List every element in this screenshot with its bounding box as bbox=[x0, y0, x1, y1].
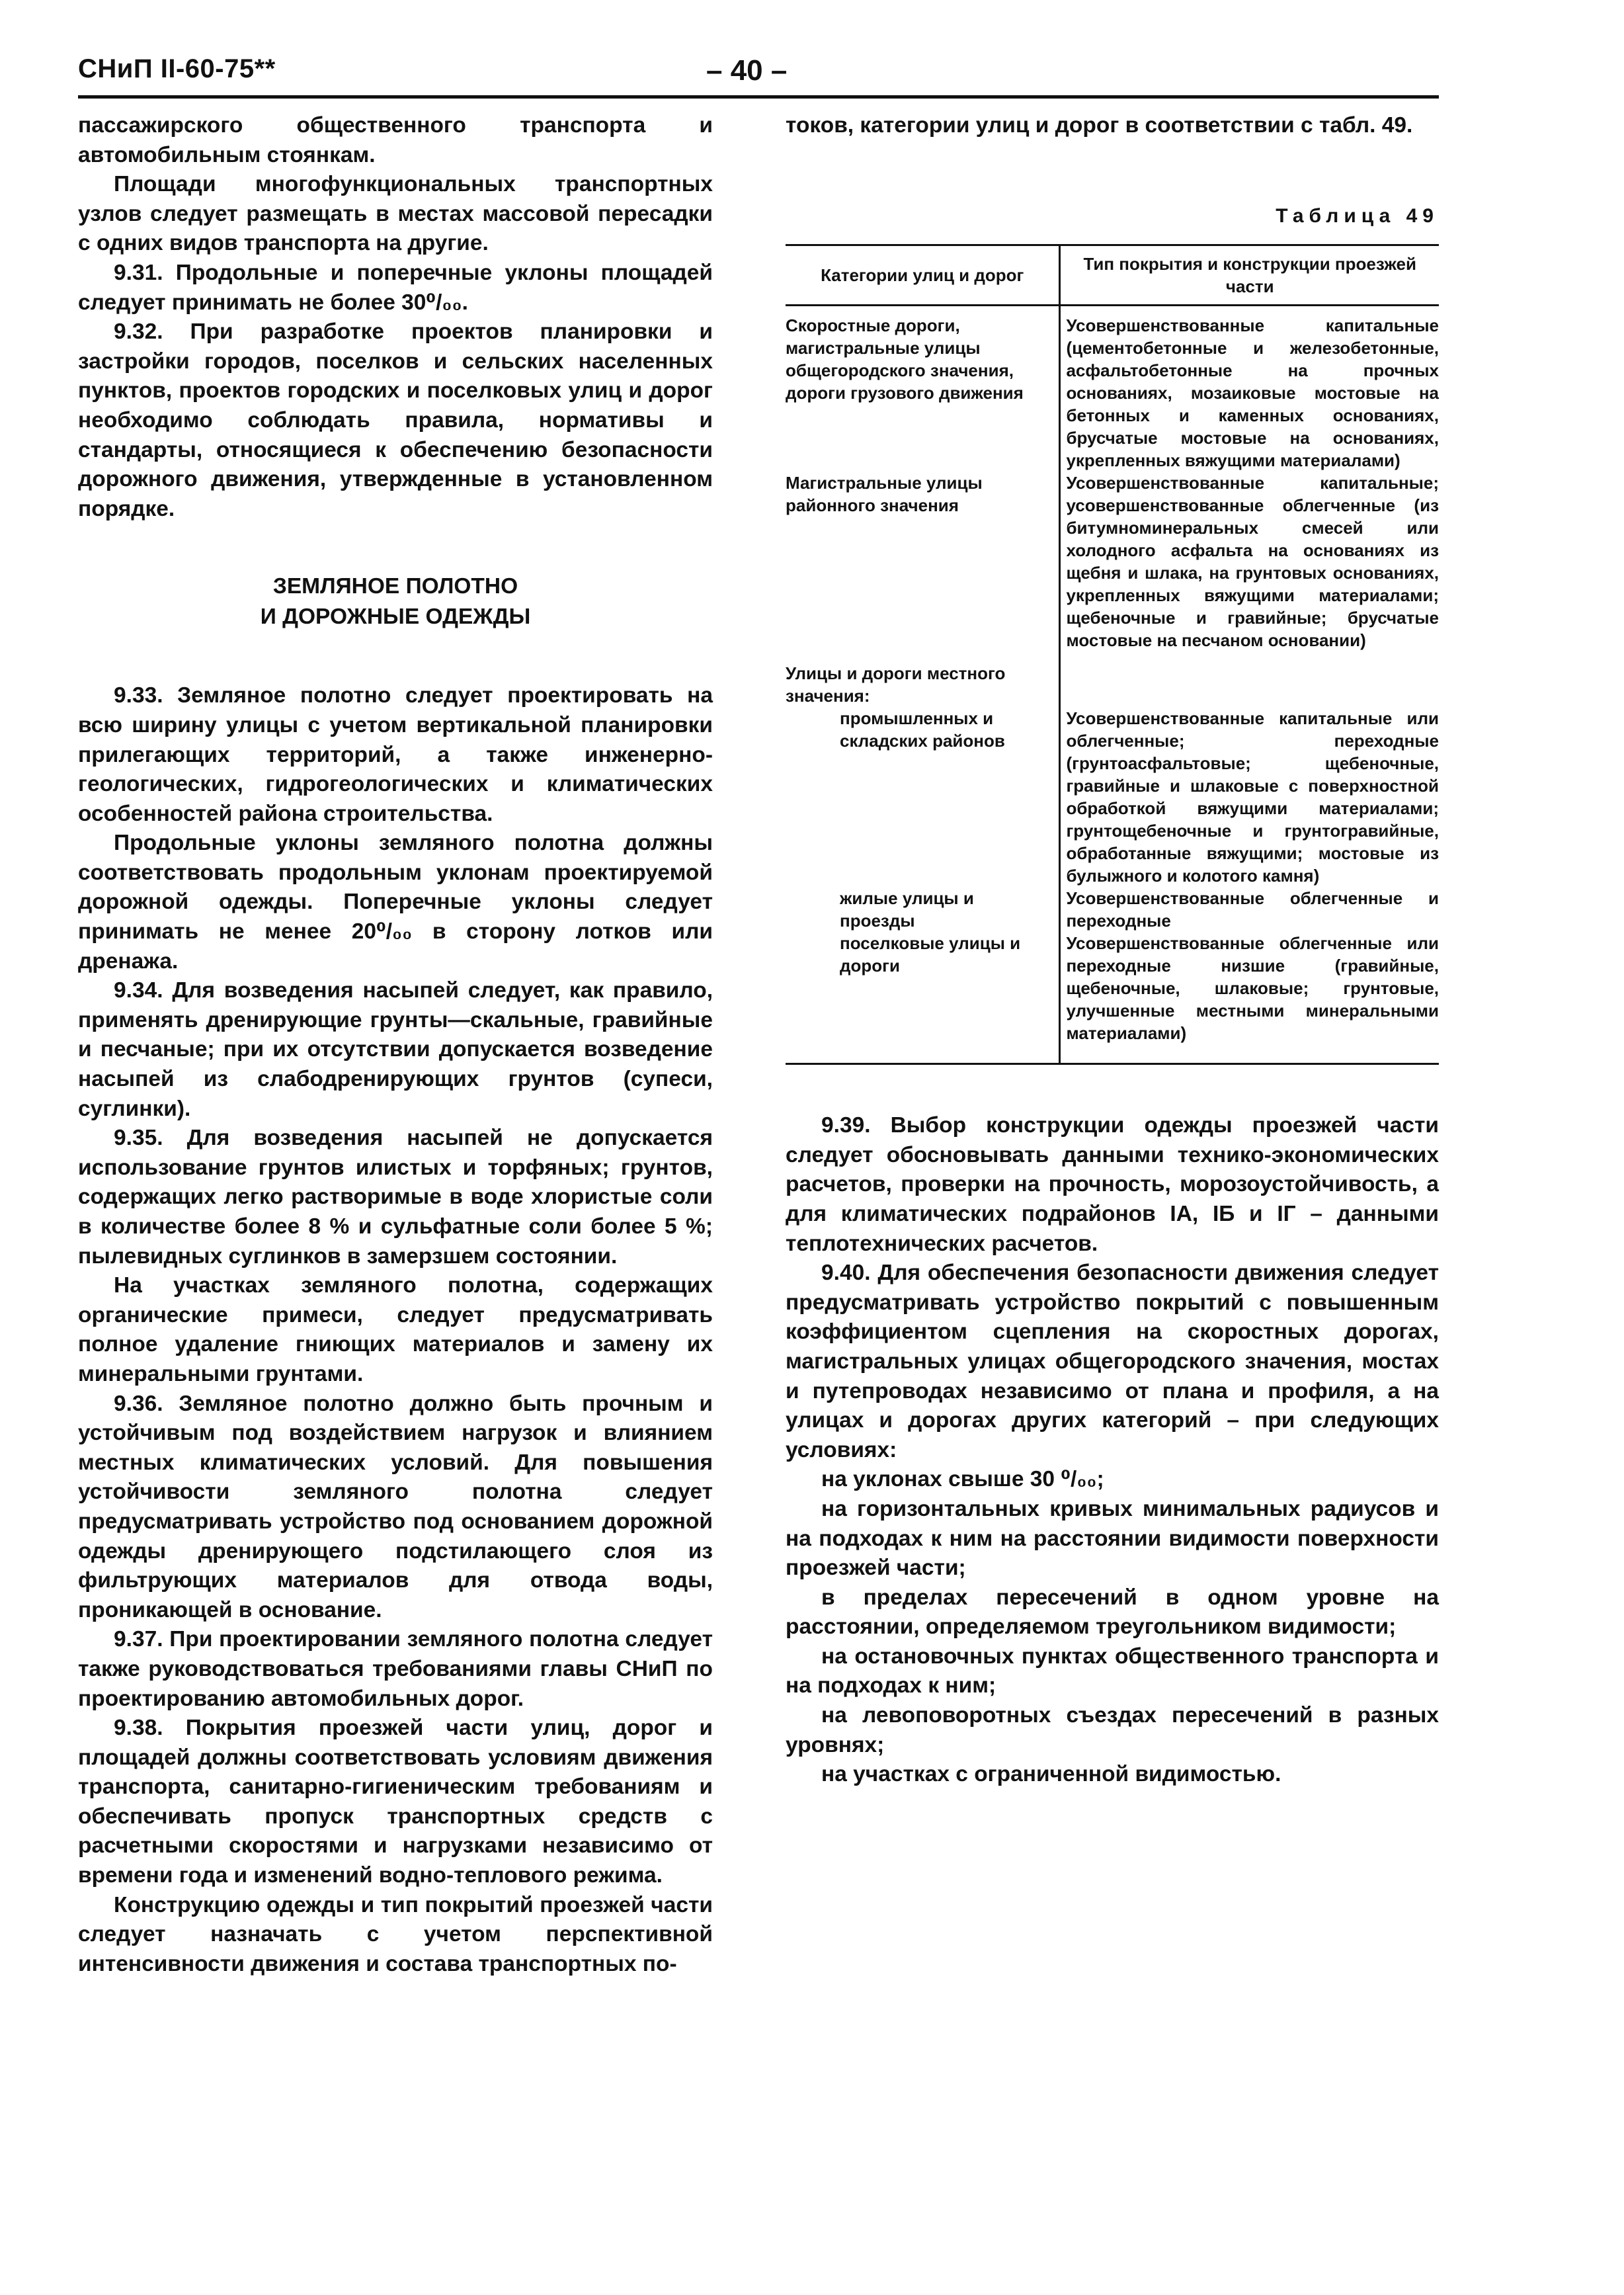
table-cell-category: Улицы и дороги местного значения: bbox=[786, 651, 1060, 707]
table-cell-category: Магистральные улицы районного значения bbox=[786, 472, 1060, 651]
clause-9-32 bbox=[78, 317, 713, 524]
clause-text: Для обеспечения безопасности движения следует предусматривать устройство покрытий с повышенным коэффициентом сцепления на скоростных дорогах, магистральных улицах общегородского значения, мостах и путепроводах независимо от плана и профиля, а на улицах и дорогах других категорий – при следующих условиях: bbox=[786, 1261, 1440, 1462]
clause-9-31 bbox=[78, 259, 713, 317]
list-item: на остановочных пунктах общественного транспорта и на подходах к ним; bbox=[786, 1644, 1439, 1698]
clause-number: 9.39. bbox=[821, 1113, 871, 1138]
table-row bbox=[786, 932, 1439, 1064]
paragraph: пассажирского общественного транспорта и автомобильным стоянкам. bbox=[78, 113, 713, 167]
clause-number: 9.32. bbox=[114, 319, 163, 345]
clause-number: 9.35. bbox=[114, 1126, 163, 1151]
right-column bbox=[786, 111, 1439, 1790]
clause-number: 9.37. bbox=[114, 1627, 163, 1652]
clause-text: При проектировании земляного полотна следует также руководствоваться требованиями главы СНиП по проектированию автомобильных дорог. bbox=[78, 1627, 713, 1711]
paragraph: Продольные уклоны земляного полотна должны соответствовать продольным уклонам проектируемой дорожной одежды. Поперечные уклоны следует принимать не менее 20⁰/₀₀ в сторону лотков или дренажа. bbox=[78, 831, 713, 974]
table-cell-category: Скоростные дороги, магистральные улицы общегородского значения, дороги грузового движения bbox=[786, 306, 1060, 472]
post-table-text bbox=[786, 1111, 1439, 1790]
clause-9-40 bbox=[786, 1259, 1439, 1465]
paragraph: токов, категории улиц и дорог в соответствии с табл. 49. bbox=[786, 113, 1413, 138]
list-item: в пределах пересечений в одном уровне на расстоянии, определяемом треугольником видимости; bbox=[786, 1585, 1439, 1640]
table-caption: Таблица 49 bbox=[1276, 204, 1439, 227]
clause-9-33 bbox=[78, 681, 713, 829]
table-cell-surface: Усовершенствованные капитальные; усовершенствованные облегченные (из битумноминеральных смесей или холодного асфальта на основаниях из щебня и шлака, на грунтовых основаниях, укрепленных вяжущими материалами; щебеночные и гравийные; брусчатые мостовые на песчаном основании) bbox=[1066, 473, 1439, 651]
table-row bbox=[786, 306, 1439, 472]
table-row bbox=[786, 707, 1439, 887]
clause-text: При разработке проектов планировки и застройки городов, поселков и сельских населенных пунктов, проектов городских и поселковых улиц и дорог необходимо соблюдать правила, нормативы и стандарты, относящиеся к обеспечению безопасности дорожного движения, утвержденные в установленном порядке. bbox=[78, 319, 713, 521]
table-cell-category: жилые улицы и проезды bbox=[786, 887, 1060, 932]
section-heading-line: И ДОРОЖНЫЕ ОДЕЖДЫ bbox=[260, 605, 531, 630]
clause-9-36 bbox=[78, 1390, 713, 1626]
paragraph: Площади многофункциональных транспортных узлов следует размещать в местах массовой пересадки с одних видов транспорта на другие. bbox=[78, 172, 713, 256]
table-row bbox=[786, 651, 1439, 707]
clause-text: Покрытия проезжей части улиц, дорог и площадей должны соответствовать условиям движения транспорта, санитарно-гигиеническим требованиям и обеспечивать пропуск транспортных средств с расчетными скоростями и нагрузками независимо от времени года и изменений водно-теплового режима. bbox=[78, 1716, 713, 1888]
clause-number: 9.38. bbox=[114, 1716, 163, 1741]
table-cell-surface: Усовершенствованные облегченные или переходные низшие (гравийные, щебеночные, шлаковые; грунтовые, улучшенные местными минеральными материалами) bbox=[1060, 932, 1439, 1064]
section-heading-line: ЗЕМЛЯНОЕ ПОЛОТНО bbox=[272, 574, 518, 599]
section-heading bbox=[78, 571, 713, 632]
clause-text: Земляное полотно следует проектировать на всю ширину улицы с учетом вертикальной планировки прилегающих территорий, а также инженерно-геологических, гидрогеологических и климатических особенностей района строительства. bbox=[78, 683, 713, 826]
table-header-row bbox=[786, 245, 1439, 306]
table-row bbox=[786, 887, 1439, 932]
header-rule bbox=[78, 95, 1439, 99]
column-header: Тип покрытия и конструкции проезжей части bbox=[1060, 245, 1439, 306]
list-item: на уклонах свыше 30 ⁰/₀₀; bbox=[821, 1467, 1104, 1492]
clause-text: Для возведения насыпей не допускается использование грунтов илистых и торфяных; грунтов, содержащих легко растворимые в воде хлористые соли в количестве более 8 % и сульфатные соли более 5 %; пылевидных суглинков в замерзшем состоянии. bbox=[78, 1126, 713, 1269]
table-49 bbox=[786, 244, 1439, 1065]
document-code: СНиП II-60-75** bbox=[78, 54, 276, 83]
column-header: Категории улиц и дорог bbox=[786, 245, 1060, 306]
clause-number: 9.31. bbox=[114, 260, 163, 285]
table-cell-category: поселковые улицы и дороги bbox=[786, 932, 1060, 1064]
paragraph: Конструкцию одежды и тип покрытий проезжей части следует назначать с учетом перспективной интенсивности движения и состава транспортных по- bbox=[78, 1892, 713, 1976]
list-item: на левоповоротных съездах пересечений в разных уровнях; bbox=[786, 1703, 1439, 1757]
list-item: на горизонтальных кривых минимальных радиусов и на подходах к ним на расстоянии видимости поверхности проезжей части; bbox=[786, 1496, 1439, 1581]
clause-text: Продольные и поперечные уклоны площадей следует принимать не более 30⁰/₀₀. bbox=[78, 260, 713, 315]
clause-text: Выбор конструкции одежды проезжей части следует обосновывать данными технико-экономических расчетов, проверки на прочность, морозоустойчивость, а для климатических подрайонов IA, IБ и IГ – данными теплотехнических расчетов. bbox=[786, 1113, 1439, 1256]
clause-number: 9.36. bbox=[114, 1391, 163, 1416]
table-cell-surface bbox=[1060, 651, 1439, 707]
list-item: на участках с ограниченной видимостью. bbox=[821, 1762, 1281, 1787]
clause-text: Для возведения насыпей следует, как правило, применять дренирующие грунты—скальные, гравийные и песчаные; при их отсутствии допускается возведение насыпей из слабодренирующих грунтов (супеси, суглинки). bbox=[78, 978, 713, 1121]
table-cell-surface: Усовершенствованные облегченные и переходные bbox=[1066, 888, 1439, 931]
clause-number: 9.40. bbox=[821, 1261, 871, 1286]
page-header bbox=[78, 49, 1439, 99]
clause-text: Земляное полотно должно быть прочным и устойчивым под воздействием нагрузок и влиянием местных климатических условий. Для повышения устойчивости земляного полотна следует предусматривать устройство под основанием дорожной одежды дренирующего подстилающего слоя из фильтрующих материалов для отвода воды, проникающей в основание. bbox=[78, 1391, 713, 1622]
clause-9-38 bbox=[78, 1714, 713, 1891]
page-number: – 40 – bbox=[706, 54, 788, 87]
table-cell-surface: Усовершенствованные капитальные (цементобетонные и железобетонные, асфальтобетонные на прочных основаниях, мозаиковые мостовые на бетонных и каменных основаниях, брусчатые мостовые на основаниях, укрепленных вяжущими материалами) bbox=[1066, 315, 1439, 471]
left-column bbox=[78, 111, 713, 1979]
clause-9-37 bbox=[78, 1625, 713, 1714]
table-cell-surface: Усовершенствованные капитальные или облегченные; переходные (грунтоасфальтовые; щебеночные, гравийные и шлаковые с поверхностной обработкой вяжущими материалами; грунтощебеночные и грунтогравийные, обработанные вяжущими; мостовые из булыжного и колотого камня) bbox=[1066, 708, 1439, 886]
paragraph: На участках земляного полотна, содержащих органические примеси, следует предусматривать полное удаление гниющих материалов и замену их минеральными грунтами. bbox=[78, 1273, 713, 1386]
clause-9-35 bbox=[78, 1124, 713, 1271]
table-row bbox=[786, 472, 1439, 651]
clause-number: 9.33. bbox=[114, 683, 163, 708]
clause-number: 9.34. bbox=[114, 978, 163, 1003]
table-cell-category: промышленных и складских районов bbox=[786, 707, 1060, 887]
clause-9-39 bbox=[786, 1111, 1439, 1259]
clause-9-34 bbox=[78, 976, 713, 1124]
